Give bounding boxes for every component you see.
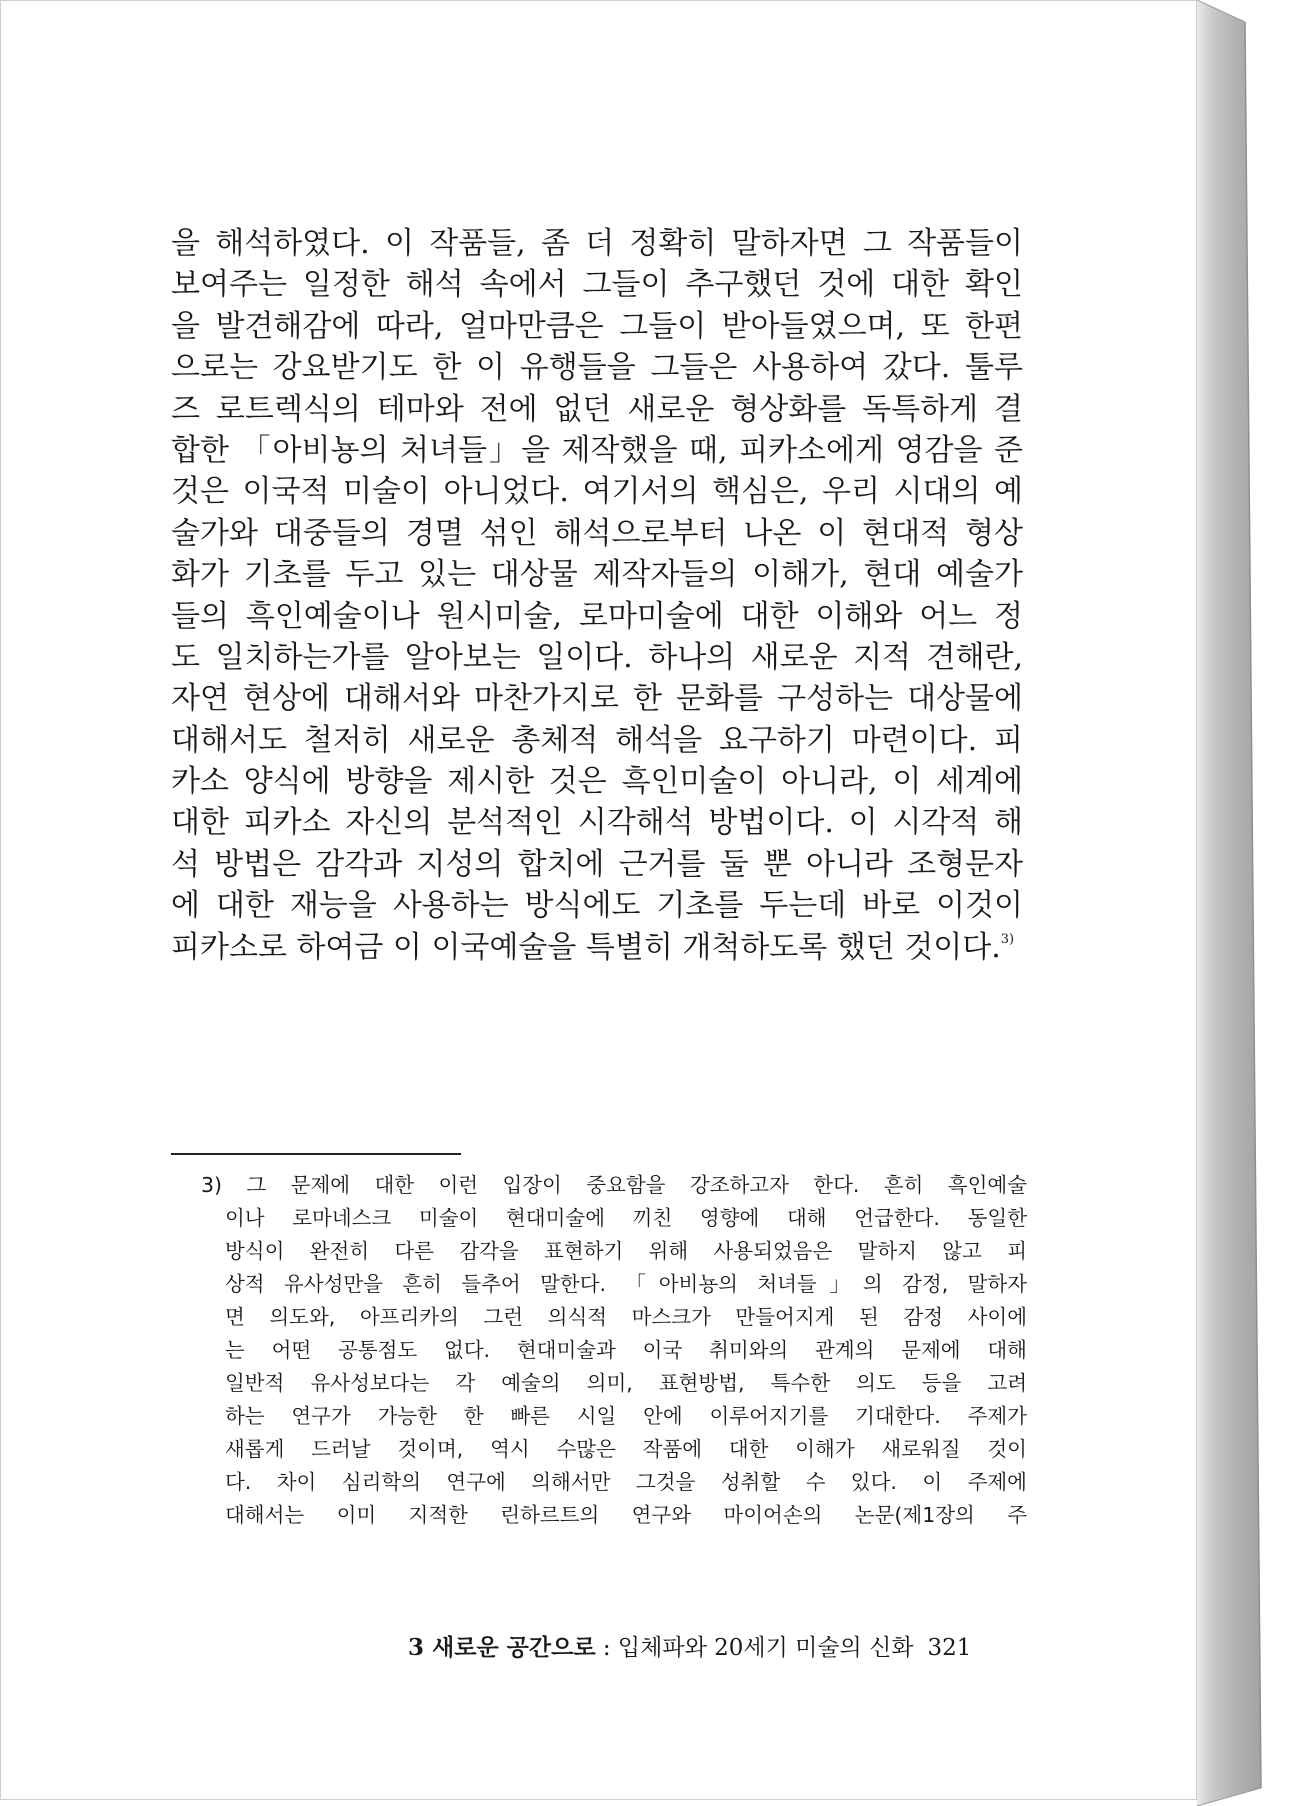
body-line: 대한 피카소 자신의 분석적인 시각해석 방법이다. 이 시각적 해: [171, 805, 1023, 841]
body-line: 카소 양식에 방향을 제시한 것은 흑인미술이 아니라, 이 세계에: [171, 764, 1023, 800]
footnote-block: [201, 1169, 1027, 1532]
body-line: 보여주는 일정한 해석 속에서 그들이 추구했던 것에 대한 확인: [171, 267, 1023, 303]
footer-separator: :: [595, 1635, 618, 1661]
body-line: 들의 흑인예술이나 원시미술, 로마미술에 대한 이해와 어느 정: [171, 598, 1023, 634]
footnote-line: 3) 그 문제에 대한 이런 입장이 중요함을 강조하고자 한다. 흔히 흑인예술: [201, 1173, 1027, 1197]
body-last-line-text: 피카소로 하여금 이 이국예술을 특별히 개척하도록 했던 것이다.: [171, 929, 1001, 965]
body-line: 으로는 강요받기도 한 이 유행들을 그들은 사용하여 갔다. 툴루: [171, 350, 1023, 386]
footnote-line: 다. 차이 심리학의 연구에 의해서만 그것을 성취할 수 있다. 이 주제에: [225, 1470, 1027, 1494]
footnote-line: 방식이 완전히 다른 감각을 표현하기 위해 사용되었음은 말하지 않고 피: [225, 1239, 1027, 1263]
body-line: 석 방법은 감각과 지성의 합치에 근거를 둘 뿐 아니라 조형문자: [171, 846, 1023, 882]
body-line: 것은 이국적 미술이 아니었다. 여기서의 핵심은, 우리 시대의 예: [171, 474, 1023, 510]
page-edge-graphic: [1197, 0, 1307, 1806]
footnote-line: 대해서는 이미 지적한 린하르트의 연구와 마이어손의 논문(제1장의 주: [225, 1503, 1027, 1527]
page-number: 321: [927, 1635, 972, 1661]
footer-subtitle: 입체파와 20세기 미술의 신화: [617, 1635, 914, 1661]
body-line: 화가 기초를 두고 있는 대상물 제작자들의 이해가, 현대 예술가: [171, 557, 1023, 593]
body-line: 도 일치하는가를 알아보는 일이다. 하나의 새로운 지적 견해란,: [171, 639, 1023, 675]
footnote-line: 하는 연구가 가능한 한 빠른 시일 안에 이루어지기를 기대한다. 주제가: [225, 1404, 1027, 1428]
footnote-line: 면 의도와, 아프리카의 그런 의식적 마스크가 만들어지게 된 감정 사이에: [225, 1305, 1027, 1329]
footer-chapter: 3 새로운 공간으로: [408, 1634, 596, 1661]
body-last-line: [171, 927, 1023, 968]
body-line: 을 해석하였다. 이 작품들, 좀 더 정확히 말하자면 그 작품들이: [171, 226, 1023, 261]
body-line: 술가와 대중들의 경멸 섞인 해석으로부터 나온 이 현대적 형상: [171, 515, 1023, 551]
body-line: 을 발견해감에 따라, 얼마만큼은 그들이 받아들였으며, 또 한편: [171, 308, 1023, 344]
body-line: 합한 「아비뇽의 처녀들」을 제작했을 때, 피카소에게 영감을 준: [171, 432, 1023, 468]
footnote-line: 이나 로마네스크 미술이 현대미술에 끼친 영향에 대해 언급한다. 동일한: [225, 1206, 1027, 1230]
footnote-line: 새롭게 드러날 것이며, 역시 수많은 작품에 대한 이해가 새로워질 것이: [225, 1437, 1027, 1461]
page-edge-shadow: [1197, 0, 1307, 1806]
body-line: 자연 현상에 대해서와 마찬가지로 한 문화를 구성하는 대상물에: [171, 681, 1023, 717]
footnote-line: 일반적 유사성보다는 각 예술의 의미, 표현방법, 특수한 의도 등을 고려: [225, 1371, 1027, 1395]
body-line: 에 대한 재능을 사용하는 방식에도 기초를 두는데 바로 이것이: [171, 888, 1023, 924]
footnote-line: 는 어떤 공통점도 없다. 현대미술과 이국 취미와의 관계의 문제에 대해: [225, 1338, 1027, 1362]
footnote-reference[interactable]: 3): [1000, 931, 1015, 947]
running-footer: [408, 1629, 993, 1662]
body-line: 대해서도 철저히 새로운 총체적 해석을 요구하기 마련이다. 피: [171, 722, 1023, 758]
footnote-divider: [171, 1153, 461, 1155]
body-line: 즈 로트렉식의 테마와 전에 없던 새로운 형상화를 독특하게 결: [171, 391, 1023, 427]
footnote-line: 상적 유사성만을 흔히 들추어 말한다. 「아비뇽의 처녀들」의 감정, 말하자: [225, 1272, 1027, 1296]
body-text: [171, 223, 1023, 968]
